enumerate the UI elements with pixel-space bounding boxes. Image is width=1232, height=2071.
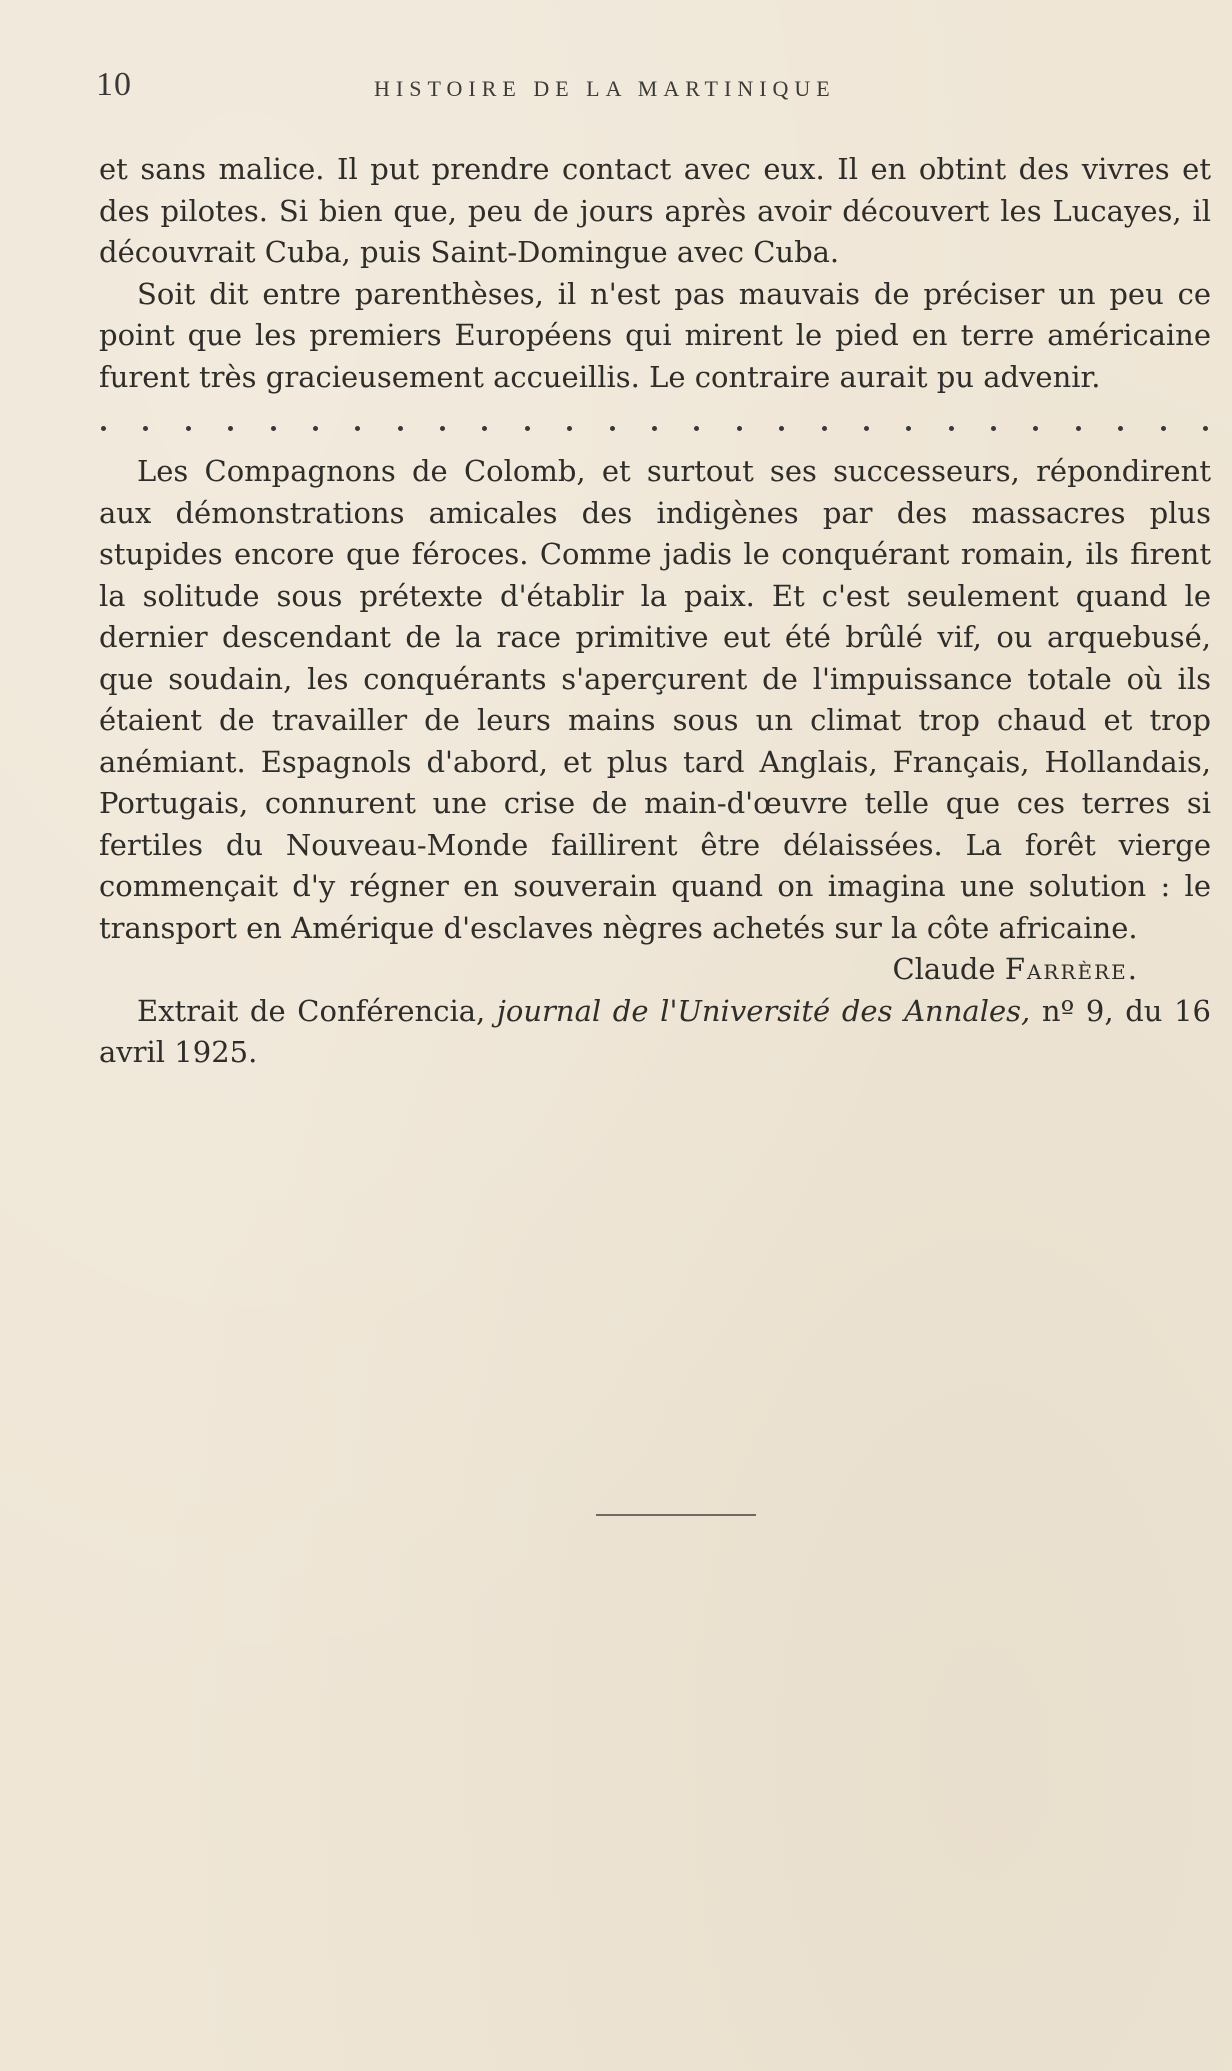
separator-dot — [482, 426, 487, 431]
separator-dot — [694, 426, 699, 431]
page-number: 10 — [96, 66, 132, 103]
separator-dot — [313, 426, 318, 431]
separator-dot — [779, 426, 784, 431]
separator-dot — [228, 426, 233, 431]
source-suffix: nº 9, du 16 avril 1925. — [99, 993, 1211, 1069]
separator-dot — [101, 426, 106, 431]
separator-dot — [143, 426, 148, 431]
separator-dot — [737, 426, 742, 431]
separator-dot — [1161, 426, 1166, 431]
paragraph-3: Les Compagnons de Colomb, et surtout ses successeurs, répondirent aux démonstrations amicales des indigènes par des massacres plus stupides encore que féroces. Comme jadis le conquérant romain, ils firent la solitude sous prétexte d'établir la paix. Et c'est seulement quand le dernier descendant de la race primitive eut été brûlé vif, ou arquebusé, que soudain, les conquérants s'aperçurent de l'impuissance totale où ils étaient de travailler de leurs mains sous un climat trop chaud et trop anémiant. Espagnols d'abord, et plus tard Anglais, Français, Hollandais, Portugais, connurent une crise de main-d'œuvre telle que ces terres si fertiles du Nouveau-Monde faillirent être délaissées. La forêt vierge commençait d'y régner en souverain quand on imagina une solution : le transport en Amérique d'esclaves nègres achetés sur la côte africaine. — [99, 454, 1211, 945]
body-text — [99, 149, 1211, 1074]
separator-dot — [1118, 426, 1123, 431]
separator-dot — [398, 426, 403, 431]
author-surname: Farrère. — [1004, 952, 1139, 986]
separator-dot — [567, 426, 572, 431]
paragraph-2: Soit dit entre parenthèses, il n'est pas mauvais de préciser un peu ce point que les premiers Européens qui mirent le pied en terre américaine furent très gracieusement accueillis. Le contraire aurait pu advenir. — [99, 276, 1211, 394]
separator-dot — [271, 426, 276, 431]
separator-dot — [610, 426, 615, 431]
author-first-name: Claude — [892, 952, 996, 986]
running-title: HISTOIRE DE LA MARTINIQUE — [374, 76, 836, 101]
separator-dot — [355, 426, 360, 431]
source-prefix: Extrait de Conférencia, — [137, 993, 497, 1028]
paragraph-1: et sans malice. Il put prendre contact avec eux. Il en obtint des vivres et des pilotes. Si bien que, peu de jours après avoir découvert les Lucayes, il découvrait Cuba, puis Saint-Domingue avec Cuba. — [99, 152, 1211, 269]
separator-dot — [440, 426, 445, 431]
separator-dot — [949, 426, 954, 431]
separator-dot — [186, 426, 191, 431]
end-rule — [596, 1514, 756, 1516]
ellipsis-dots-separator — [99, 410, 1211, 451]
author-signature — [99, 949, 1211, 991]
separator-dot — [1076, 426, 1081, 431]
source-journal: journal de l'Université des Annales, — [496, 993, 1031, 1028]
separator-dot — [652, 426, 657, 431]
separator-dot — [1203, 426, 1208, 431]
separator-dot — [991, 426, 996, 431]
separator-dot — [864, 426, 869, 431]
separator-dot — [906, 426, 911, 431]
source-citation — [99, 991, 1211, 1074]
separator-dot — [822, 426, 827, 431]
separator-dot — [1033, 426, 1038, 431]
separator-dot — [525, 426, 530, 431]
page-header — [96, 66, 1216, 110]
